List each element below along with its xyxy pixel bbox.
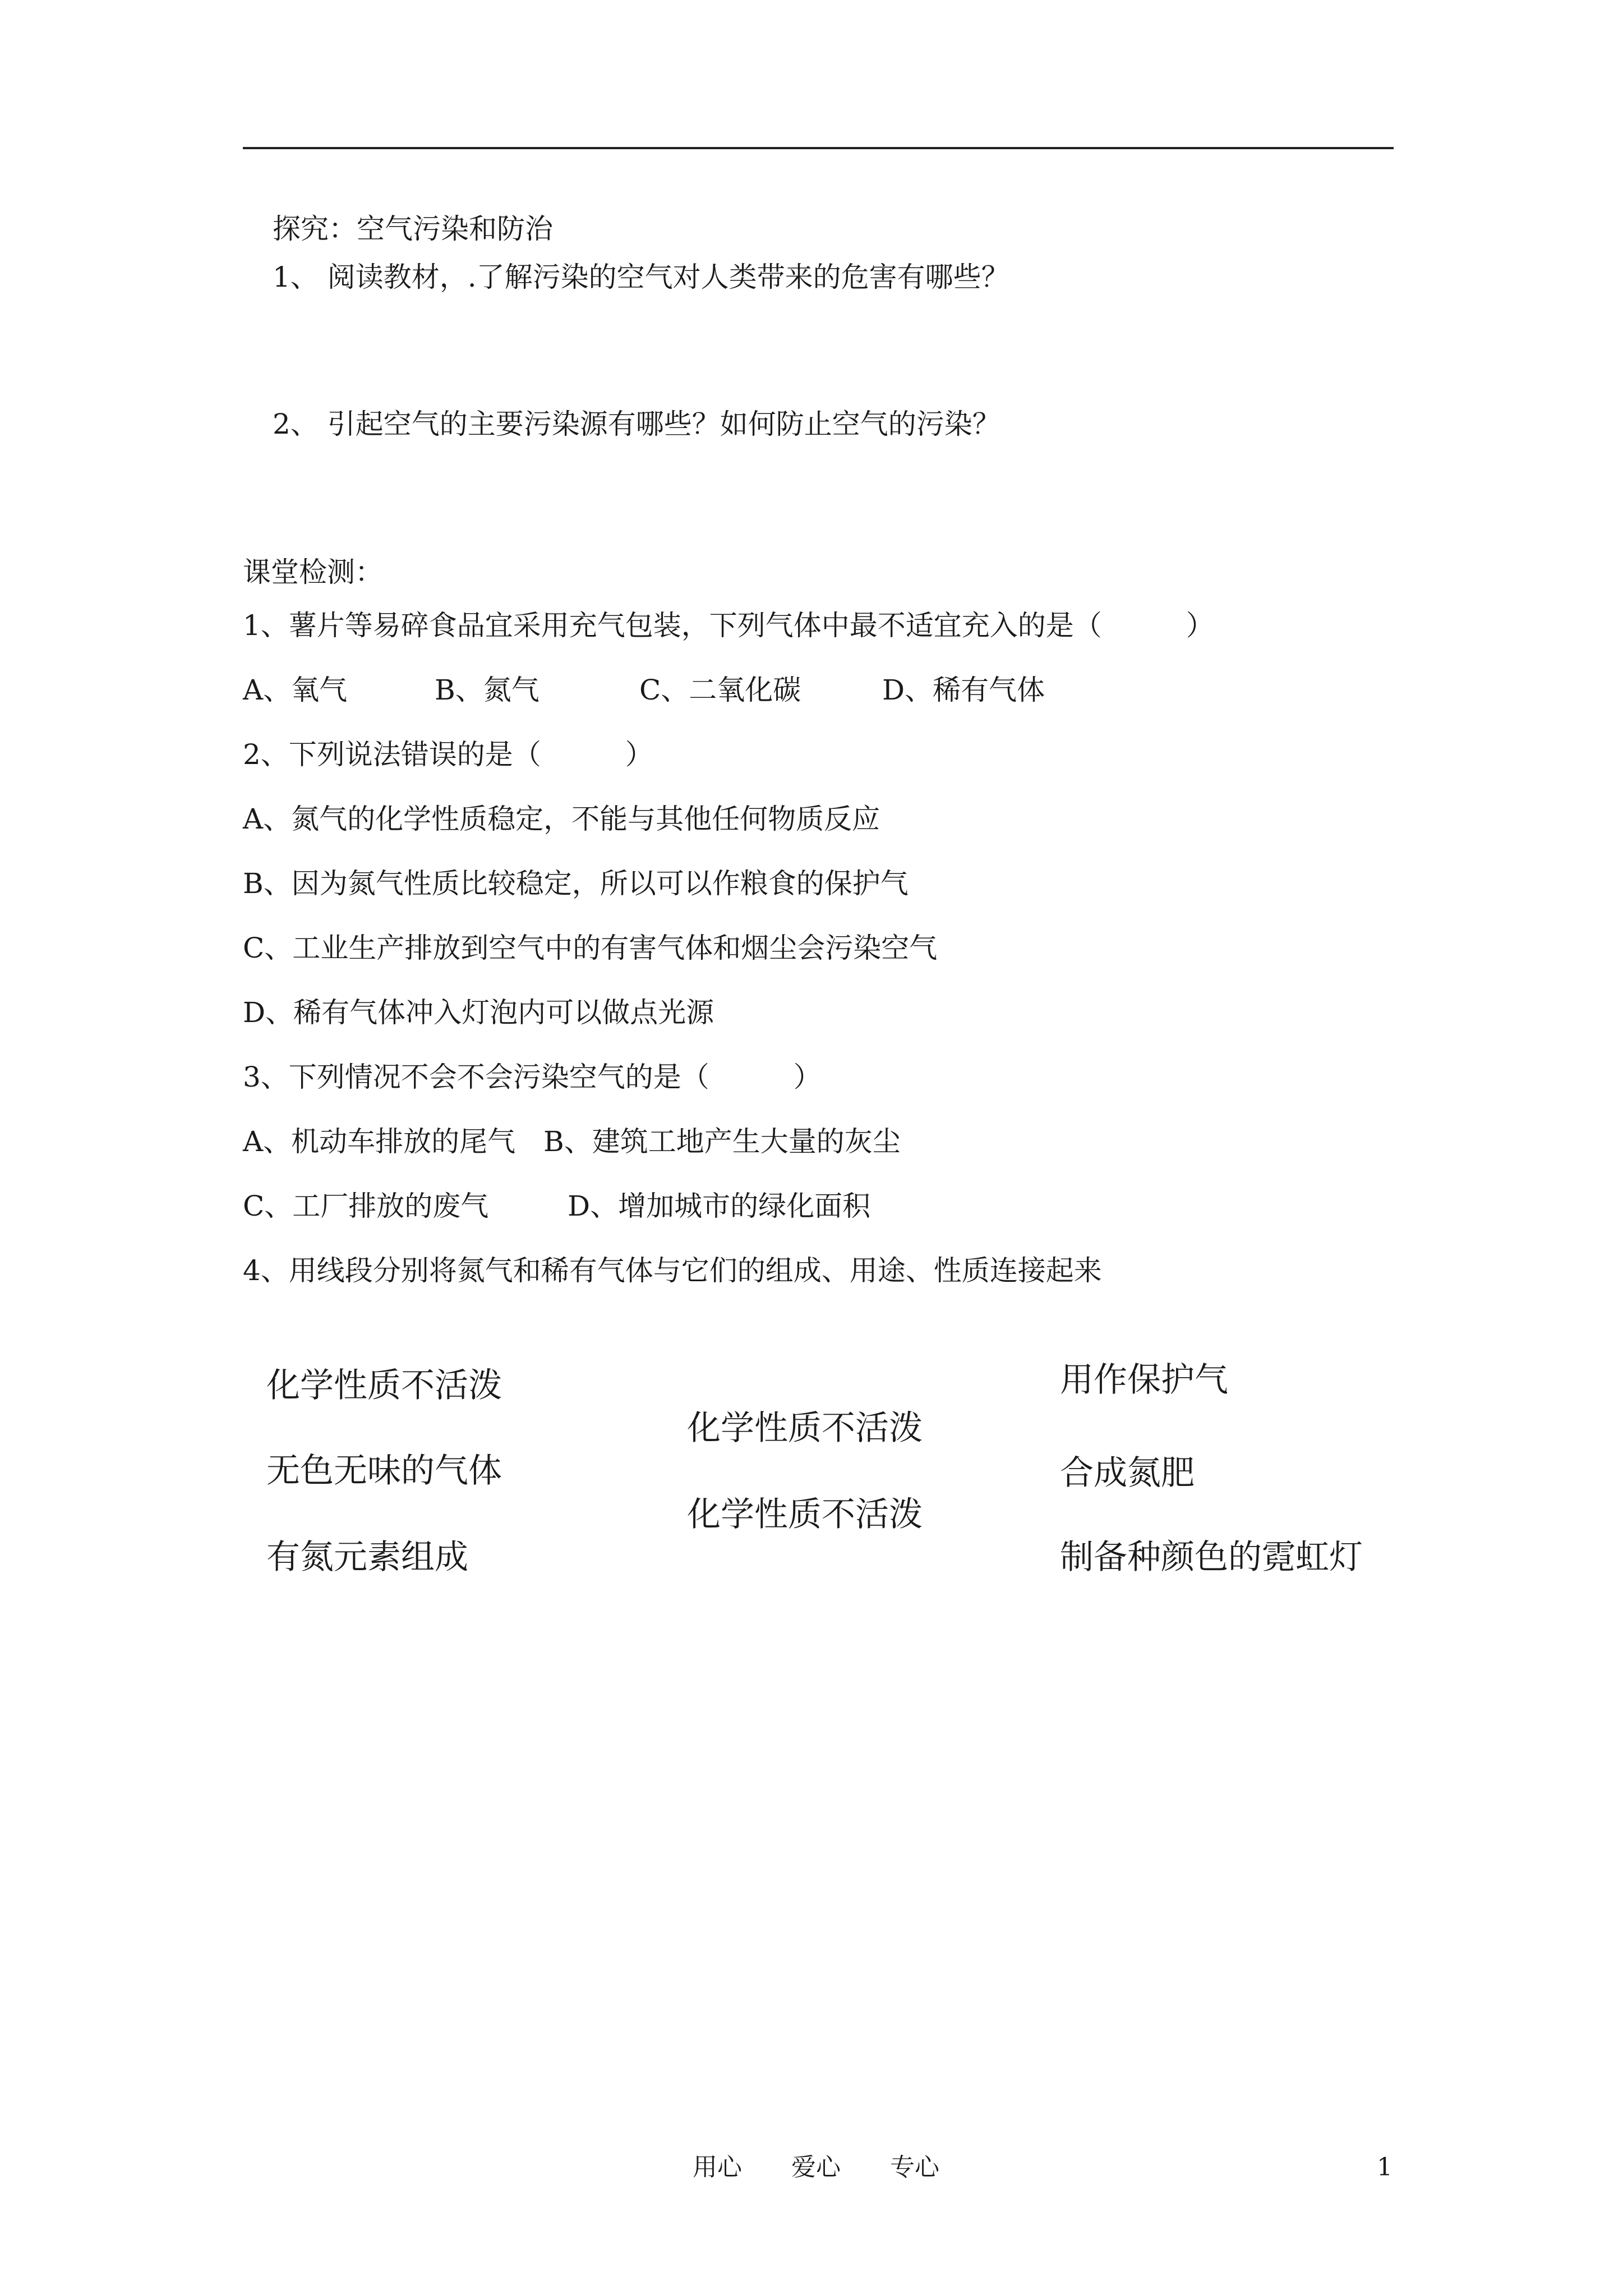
matching-right-2: 合成氮肥 — [1060, 1453, 1195, 1493]
check-title: 课堂检测： — [243, 556, 383, 588]
matching-middle-2: 化学性质不活泼 — [687, 1495, 923, 1534]
question-1: 1、 阅读教材，.了解污染的空气对人类带来的危害有哪些？ — [273, 261, 1009, 293]
matching-right-3: 制备种颜色的霓虹灯 — [1060, 1538, 1363, 1577]
q2-option-a: A、氮气的化学性质稳定，不能与其他任何物质反应 — [243, 803, 880, 835]
matching-left-1: 化学性质不活泼 — [266, 1366, 502, 1405]
check-question-2: 2、下列说法错误的是（ ） — [243, 738, 653, 771]
q2-option-b: B、因为氮气性质比较稳定，所以可以作粮食的保护气 — [243, 867, 909, 900]
check-question-3: 3、下列情况不会不会污染空气的是（ ） — [243, 1061, 822, 1093]
matching-left-3: 有氮元素组成 — [266, 1538, 468, 1577]
check-question-1: 1、薯片等易碎食品宜采用充气包装，下列气体中最不适宜充入的是（ ） — [243, 609, 1214, 642]
q2-option-d: D、稀有气体冲入灯泡内可以做点光源 — [243, 996, 714, 1029]
matching-left-2: 无色无味的气体 — [266, 1451, 502, 1490]
section-title: 探究：空气污染和防治 — [273, 213, 553, 245]
check-question-4: 4、用线段分别将氮气和稀有气体与它们的组成、用途、性质连接起来 — [243, 1254, 1102, 1287]
matching-middle-1: 化学性质不活泼 — [687, 1409, 923, 1448]
q1-option-a: A、氧气 — [243, 674, 348, 706]
page-number: 1 — [1377, 2153, 1393, 2182]
matching-right-1: 用作保护气 — [1060, 1360, 1228, 1400]
q1-option-b: B、氮气 — [435, 674, 540, 706]
q2-option-c: C、工业生产排放到空气中的有害气体和烟尘会污染空气 — [243, 932, 938, 964]
footer-motto: 用心 爱心 专心 — [693, 2153, 939, 2182]
q3-option-a: A、机动车排放的尾气 — [243, 1125, 516, 1158]
q3-option-b: B、建筑工地产生大量的灰尘 — [543, 1125, 901, 1158]
q1-option-c: C、二氧化碳 — [639, 674, 801, 706]
q3-option-c: C、工厂排放的废气 — [243, 1190, 489, 1222]
q3-option-d: D、增加城市的绿化面积 — [568, 1190, 871, 1222]
question-2: 2、 引起空气的主要污染源有哪些？如何防止空气的污染？ — [273, 408, 1000, 440]
q1-option-d: D、稀有气体 — [882, 674, 1045, 706]
header-rule — [243, 147, 1394, 149]
